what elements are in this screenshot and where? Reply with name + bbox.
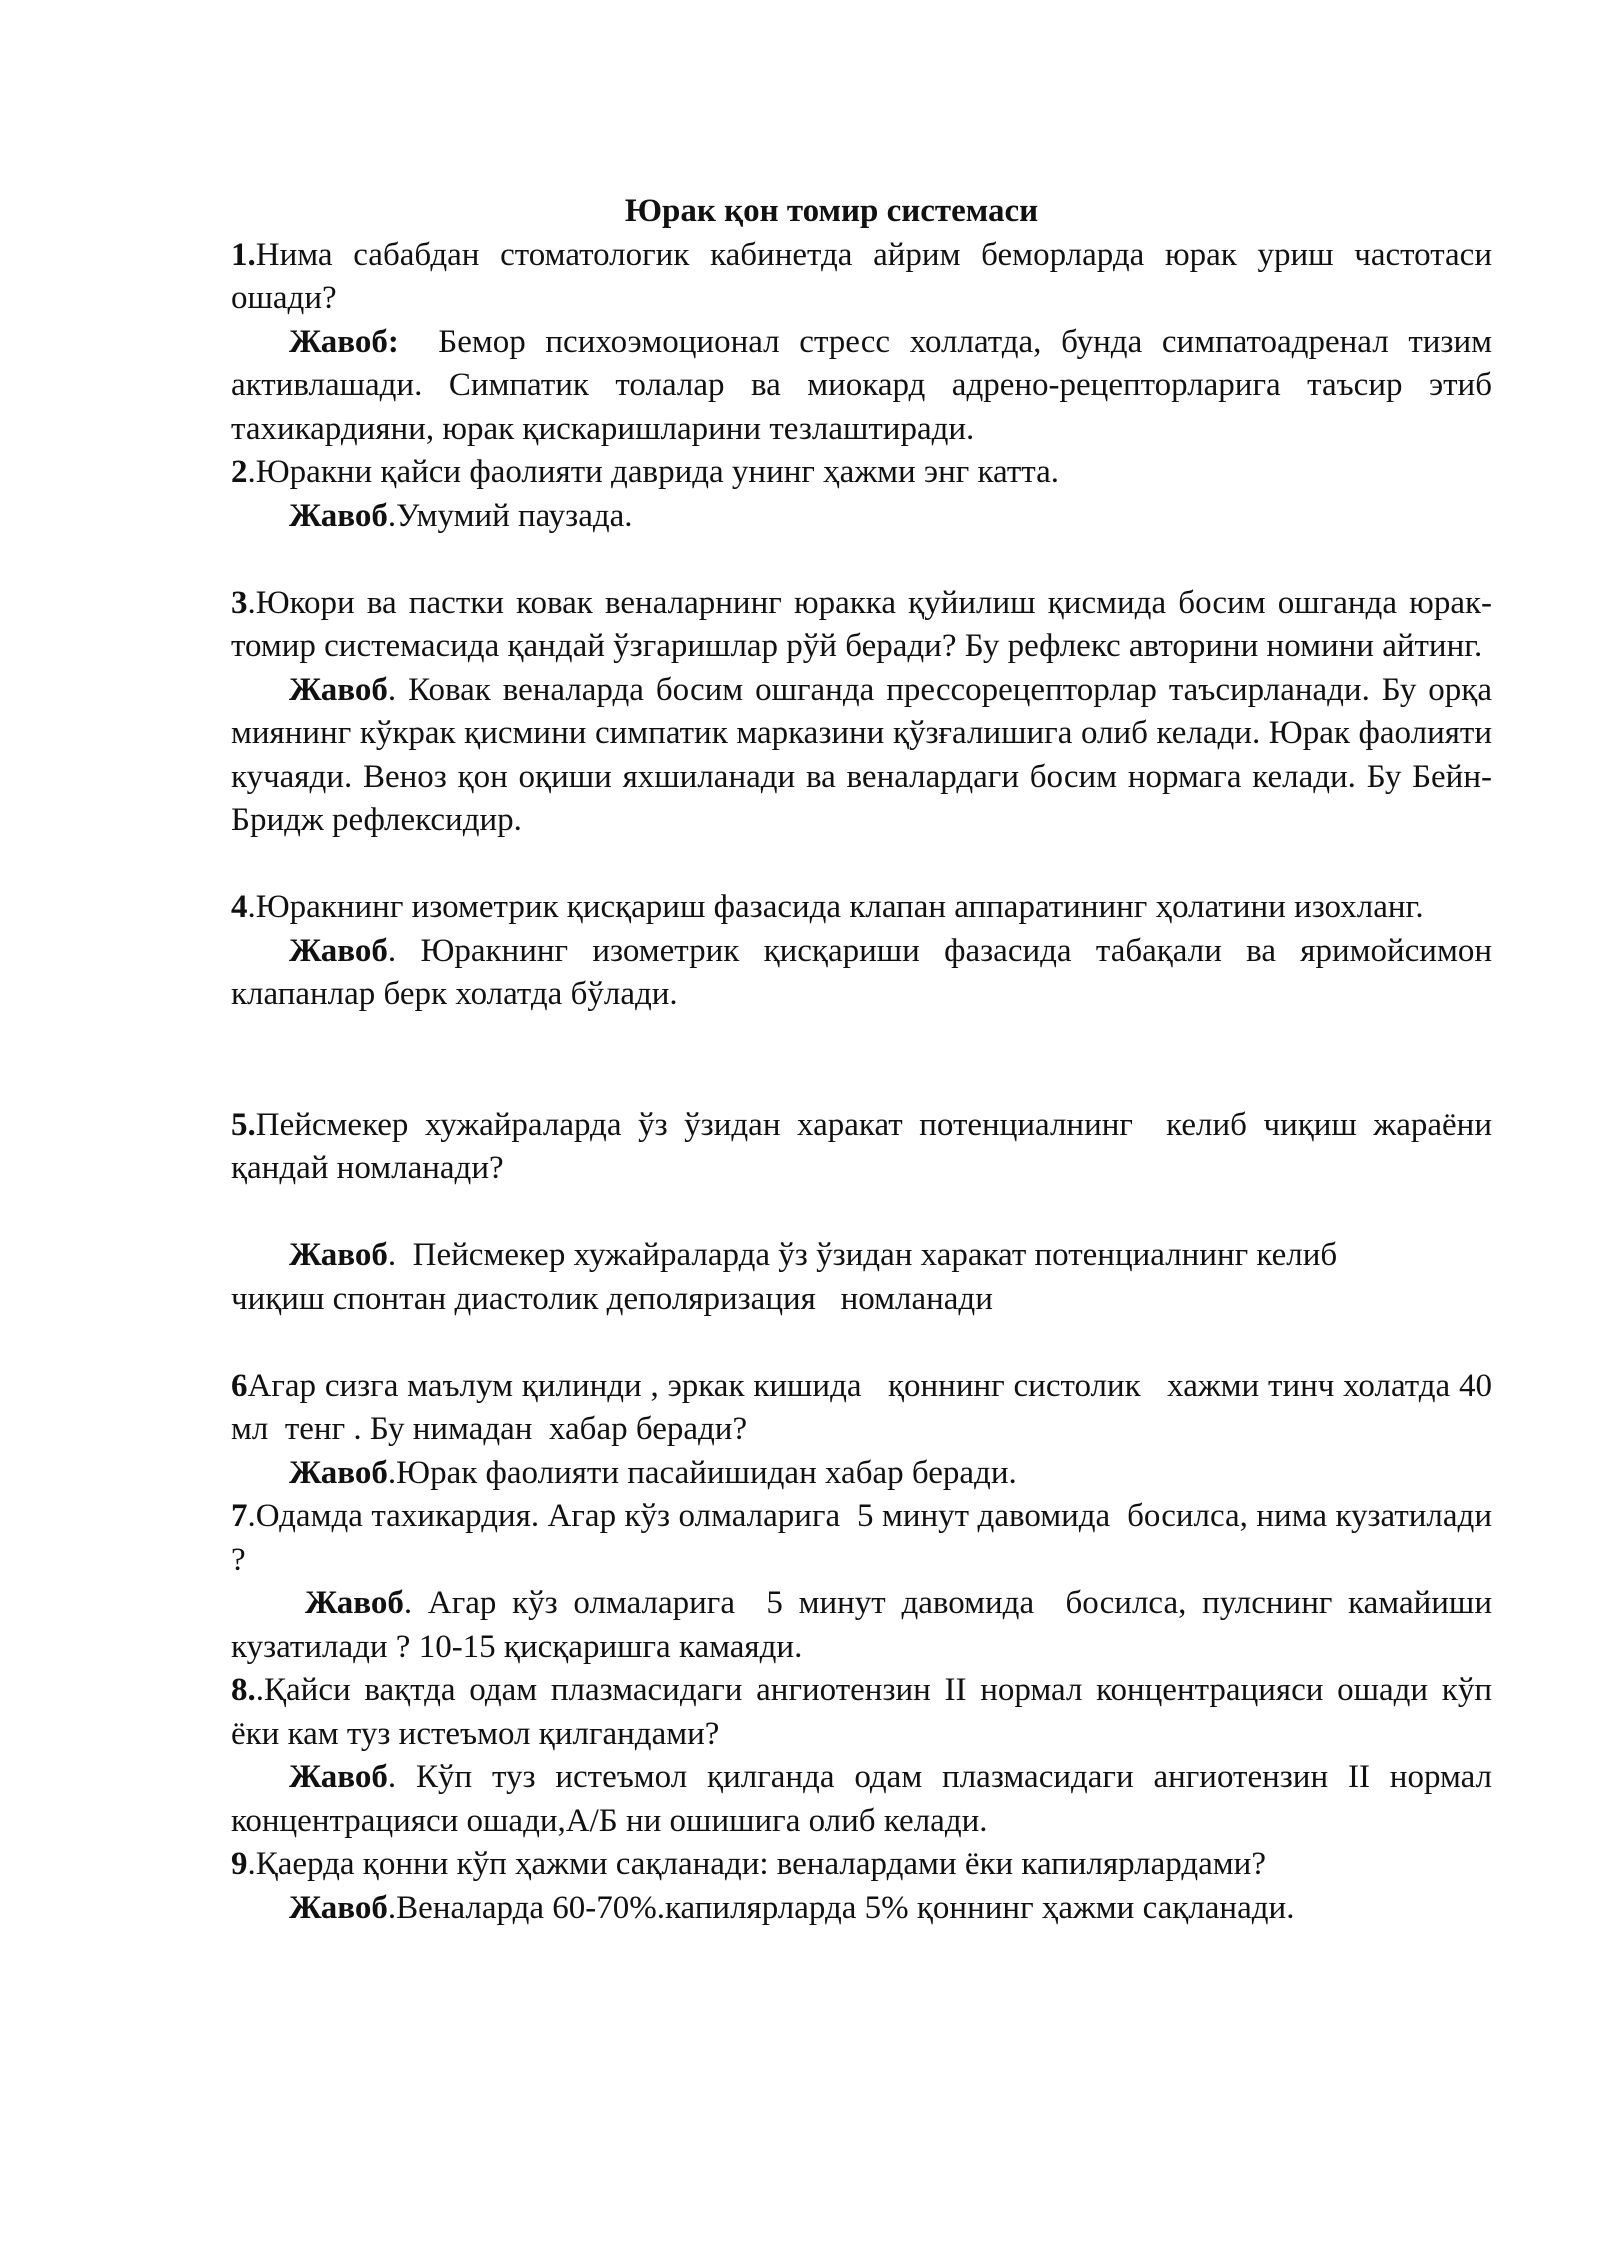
spacer <box>231 1191 1492 1235</box>
question-9 <box>231 1843 1492 1887</box>
question-number: 6 <box>231 1367 248 1404</box>
question-number: 9 <box>231 1846 248 1882</box>
answer-1 <box>231 321 1501 452</box>
answer-text: Бемор психоэмоционал стресс холлатда, бунда симпатоадренал тизим активлашади. Симпатик толалар ва миокард адрено-рецепторларига таъсир этиб тахикардияни, юрак қискаришларини тезлаштиради. <box>231 323 1501 447</box>
answer-4 <box>231 930 1492 1017</box>
answer-6 <box>231 1452 1492 1496</box>
question-text: .Юракнинг изометрик қисқариш фазасида клапан аппаратининг ҳолатини изохланг. <box>247 889 1424 925</box>
question-number: 7 <box>231 1498 248 1534</box>
answer-text: .Веналарда 60-70%.капилярларда 5% қоннинг ҳажми сақланади. <box>387 1889 1295 1926</box>
question-text: Агар сизга маълум қилинди , эркак кишида қоннинг систолик хажми тинч холатда 40 мл тенг . Бу нимадан хабар беради? <box>231 1367 1501 1447</box>
answer-2 <box>231 495 1492 539</box>
answer-text: . Агар кўз олмаларига 5 минут давомида босилса, пулснинг камайиши кузатилади ? 10-15 қисқаришга камаяди. <box>231 1585 1509 1665</box>
question-text: .Қайси вақтда одам плазмасидаги ангиотензин II нормал концентрацияси ошади кўп ёки кам туз истеъмол қилгандами? <box>231 1672 1492 1752</box>
answer-7 <box>231 1582 1509 1669</box>
spacer <box>231 843 1492 887</box>
question-text: Нима сабабдан стоматологик кабинетда айрим беморларда юрак уриш частотаси ошади? <box>231 236 1492 316</box>
answer-label: Жавоб <box>289 1237 388 1273</box>
question-text: .Қаерда қонни кўп ҳажми сақланади: веналардами ёки капилярлардами? <box>247 1846 1266 1882</box>
answer-label: Жавоб <box>289 932 388 969</box>
question-6 <box>231 1365 1501 1452</box>
question-7 <box>231 1495 1501 1582</box>
question-number: 2 <box>231 454 248 490</box>
question-1 <box>231 234 1492 321</box>
question-number: 5. <box>231 1106 256 1143</box>
answer-text: .Умумий паузада. <box>387 497 633 534</box>
spacer <box>231 538 1492 582</box>
question-8 <box>231 1669 1492 1756</box>
question-text: .Юракни қайси фаолияти даврида унинг ҳажми энг катта. <box>247 454 1059 490</box>
question-number: 8. <box>231 1672 256 1708</box>
question-number: 4 <box>231 889 248 925</box>
answer-3 <box>231 669 1492 843</box>
answer-label: Жавоб <box>289 1454 388 1491</box>
answer-text: . Юракнинг изометрик қисқариши фазасида табақали ва яримойсимон клапанлар берк холатда бўлади. <box>231 932 1492 1012</box>
answer-label: Жавоб <box>289 1889 388 1926</box>
answer-9 <box>231 1887 1492 1931</box>
answer-text: . Ковак веналарда босим ошганда прессорецепторлар таъсирланади. Бу орқа миянинг кўкрак қисмини симпатик марказини қўзғалишига олиб келади. Юрак фаолияти кучаяди. Веноз қон оқиши яхшиланади ва веналардаги босим нормага келади. Бу Бейн-Бридж рефлексидир. <box>231 671 1492 838</box>
answer-label: Жавоб <box>289 671 388 708</box>
answer-8 <box>231 1756 1509 1843</box>
question-4 <box>231 886 1492 930</box>
question-5 <box>231 1104 1509 1191</box>
question-text: Пейсмекер хужайраларда ўз ўзидан харакат потенциалнинг келиб чиқиш жараёни қандай номланади? <box>231 1106 1509 1186</box>
spacer <box>231 1321 1492 1365</box>
answer-label: Жавоб <box>305 1585 404 1621</box>
question-number: 1. <box>231 236 256 273</box>
answer-label: Жавоб: <box>289 323 399 360</box>
document-page <box>231 190 1509 1930</box>
question-number: 3 <box>231 584 248 621</box>
question-2 <box>231 451 1492 495</box>
answer-text: . Кўп туз истеъмол қилганда одам плазмасидаги ангиотензин II нормал концентрацияси ошади,А/Б ни ошишига олиб келади. <box>231 1759 1509 1839</box>
answer-label: Жавоб <box>289 1759 388 1795</box>
spacer <box>231 1017 1492 1104</box>
question-text: .Юкори ва пастки ковак веналарнинг юракка қуйилиш қисмида босим ошганда юрак-томир системасида қандай ўзгаришлар рўй беради? Бу рефлекс авторини номини айтинг. <box>231 584 1492 664</box>
answer-text: .Юрак фаолияти пасайишидан хабар беради. <box>387 1454 1017 1491</box>
answer-5 <box>231 1234 1492 1321</box>
page-title: Юрак қон томир системаси <box>624 193 1039 229</box>
question-3 <box>231 582 1492 669</box>
answer-text: . Пейсмекер хужайраларда ўз ўзидан харакат потенциалнинг келиб чиқиш спонтан диастолик деполяризация номланади <box>231 1237 1346 1317</box>
answer-label: Жавоб <box>289 497 388 534</box>
question-text: .Одамда тахикардия. Агар кўз олмаларига 5 минут давомида босилса, нима кузатилади ? <box>231 1498 1501 1578</box>
